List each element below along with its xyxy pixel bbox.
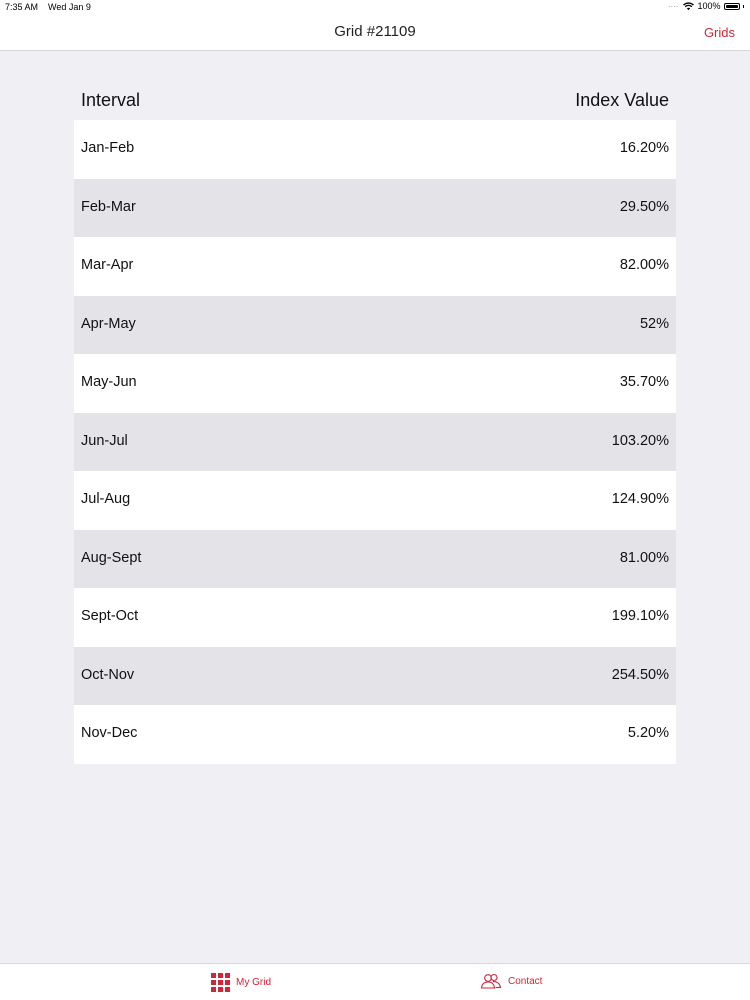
status-indicators bbox=[668, 1, 744, 11]
tab-contact-label: Contact bbox=[508, 975, 543, 987]
status-bar bbox=[0, 0, 750, 14]
interval-cell: Oct-Nov bbox=[81, 666, 135, 683]
index-value-cell: 52% bbox=[639, 315, 669, 332]
interval-cell: Jul-Aug bbox=[81, 491, 131, 507]
interval-cell: Feb-Mar bbox=[81, 198, 136, 215]
status-time: 7:35 AM bbox=[5, 2, 39, 12]
table-row bbox=[74, 179, 676, 238]
index-value-cell: 199.10% bbox=[611, 608, 669, 624]
table-row bbox=[74, 471, 676, 530]
index-value-cell: 5.20% bbox=[627, 725, 669, 741]
table-body bbox=[74, 120, 676, 764]
table-row bbox=[74, 413, 676, 472]
interval-cell: Aug-Sept bbox=[81, 549, 142, 566]
table-row bbox=[74, 237, 676, 296]
index-value-cell: 16.20% bbox=[619, 140, 669, 156]
contact-icon bbox=[480, 973, 502, 989]
signal-dots-icon: ···· bbox=[667, 1, 679, 11]
index-value-cell: 81.00% bbox=[619, 549, 669, 566]
tab-my-grid-label: My Grid bbox=[236, 977, 271, 988]
navigation-bar bbox=[0, 14, 750, 51]
table-row bbox=[74, 647, 676, 706]
table-row bbox=[74, 705, 676, 764]
table-row bbox=[74, 354, 676, 413]
column-header-interval: Interval bbox=[81, 90, 141, 110]
interval-cell: Apr-May bbox=[81, 315, 136, 332]
battery-percent: 100% bbox=[697, 1, 721, 11]
interval-cell: Nov-Dec bbox=[81, 725, 138, 741]
table-header bbox=[74, 78, 676, 120]
index-value-cell: 103.20% bbox=[611, 432, 669, 449]
table-row bbox=[74, 530, 676, 589]
interval-cell: May-Jun bbox=[81, 374, 137, 390]
status-date: Wed Jan 9 bbox=[48, 2, 91, 12]
tab-my-grid[interactable] bbox=[211, 973, 271, 992]
interval-cell: Jan-Feb bbox=[81, 140, 135, 156]
index-value-cell: 35.70% bbox=[619, 374, 669, 390]
tab-bar bbox=[0, 963, 750, 1000]
table-row bbox=[74, 588, 676, 647]
interval-cell: Jun-Jul bbox=[81, 432, 128, 449]
wifi-icon bbox=[683, 2, 694, 11]
column-header-index-value: Index Value bbox=[575, 90, 669, 110]
battery-icon bbox=[724, 3, 740, 10]
table-row bbox=[74, 296, 676, 355]
tab-contact[interactable] bbox=[480, 973, 542, 989]
index-value-cell: 124.90% bbox=[611, 491, 669, 507]
index-value-cell: 254.50% bbox=[611, 666, 669, 683]
grids-button[interactable]: Grids bbox=[703, 25, 735, 40]
interval-cell: Sept-Oct bbox=[81, 608, 139, 624]
interval-cell: Mar-Apr bbox=[81, 257, 134, 273]
index-value-cell: 82.00% bbox=[619, 257, 669, 273]
table-row bbox=[74, 120, 676, 179]
grid-icon bbox=[211, 973, 230, 992]
index-value-cell: 29.50% bbox=[619, 198, 669, 215]
index-table bbox=[74, 78, 676, 764]
page-title: Grid #21109 bbox=[334, 23, 416, 40]
